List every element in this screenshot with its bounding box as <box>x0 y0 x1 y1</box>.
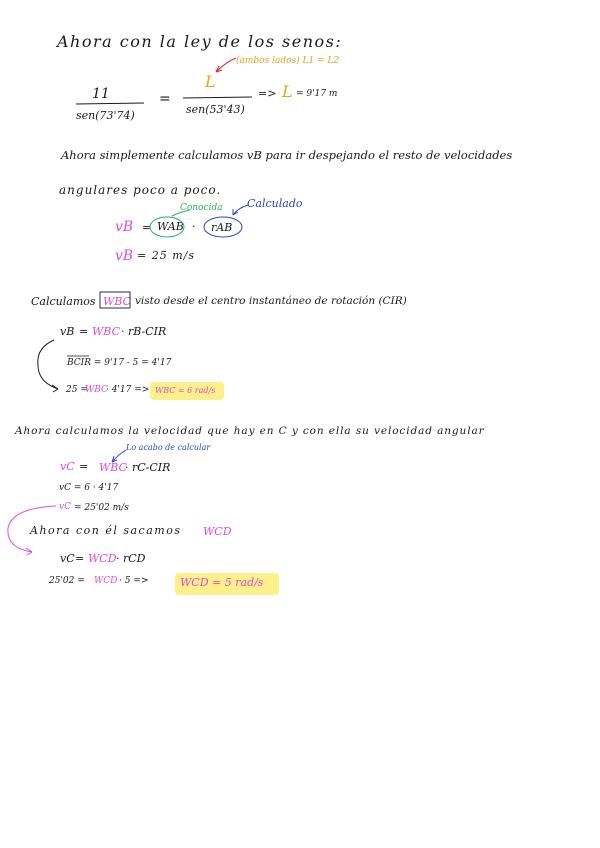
annotation-ambos-lados: (ambos lados) L1 = L2 <box>236 56 340 66</box>
eq-c3-rest: = 25'02 m/s <box>74 503 129 513</box>
eq-d2-mid: · 5 => <box>119 576 149 586</box>
eq-d2-wcd: WCD <box>94 576 118 586</box>
eq-b3-pre: 25 = <box>66 385 88 395</box>
eq1-result-L: L <box>282 82 293 101</box>
eq-c3-vc: vC <box>59 502 71 512</box>
eq-vb-dot: · <box>192 220 196 233</box>
eq-vb-equals: = <box>142 221 152 234</box>
eq-vb2-value: = 25 m/s <box>137 249 195 262</box>
line5-wcd: WCD <box>203 525 232 538</box>
line3-post: visto desde el centro instantáneo de rotación (CIR) <box>135 295 407 307</box>
eq1-num-left: 11 <box>92 86 110 102</box>
eq-d2-result: WCD = 5 rad/s <box>180 576 264 589</box>
eq-b1-eq: = <box>79 325 89 338</box>
fraction-bar-left <box>76 103 144 104</box>
eq-d1-vc: vC <box>60 552 75 565</box>
line3-pre: Calculamos <box>31 295 96 308</box>
fraction-bar-right <box>183 97 252 98</box>
eq-c1-eq: = <box>79 460 89 473</box>
eq-vb-wab: WAB <box>157 220 184 233</box>
eq-b3-mid: · 4'17 => <box>106 385 150 395</box>
heading-ley-senos: Ahora con la ley de los senos: <box>57 32 343 51</box>
blue-arrow-2 <box>112 450 126 462</box>
green-arrow <box>172 210 190 216</box>
pink-bracket-arrow <box>8 506 56 552</box>
eq-d1-rest: · rCD <box>116 552 146 565</box>
eq-d2-pre: 25'02 = <box>49 576 85 586</box>
black-bracket-arrow <box>38 340 58 389</box>
red-arrow <box>216 58 236 72</box>
green-circle-wab <box>150 217 184 237</box>
eq-b2: BCIR = 9'17 - 5 = 4'17 <box>67 358 172 368</box>
blue-circle-rab <box>204 217 242 237</box>
para2-line-b: angulares poco a poco. <box>59 183 222 197</box>
eq-b1-wbc: WBC <box>92 325 121 338</box>
eq-c1-wbc: WBC <box>99 461 128 474</box>
eq1-equals: = <box>159 91 171 107</box>
para2-line-a: Ahora simplemente calculamos vB para ir despejando el resto de velocidades <box>61 148 513 162</box>
annotation-calculado: Calculado <box>247 197 303 210</box>
eq1-den-right: sen(53'43) <box>186 103 245 116</box>
eq-c2: vC = 6 · 4'17 <box>59 483 119 493</box>
line4-text: Ahora calculamos la velocidad que hay en C y con ella su velocidad angular <box>15 425 485 437</box>
eq-vb2-symbol: vB <box>115 248 134 264</box>
eq-d1-eq: = <box>75 552 85 565</box>
eq1-num-right: L <box>205 72 216 91</box>
eq1-implies: => <box>258 87 277 100</box>
eq-d1-wcd: WCD <box>88 552 117 565</box>
eq-b1-rest: · rB-CIR <box>121 325 167 338</box>
eq1-den-left: sen(73'74) <box>76 109 135 122</box>
box-wbc <box>100 292 130 308</box>
annotation-conocida: Conocida <box>180 203 223 213</box>
eq-c1-vc: vC <box>60 460 75 473</box>
eq-b3-result: WBC = 6 rad/s <box>155 386 216 395</box>
eq-b1-vb: vB <box>60 325 75 338</box>
line5-pre: Ahora con él sacamos <box>30 524 182 537</box>
eq-vb-symbol: vB <box>115 219 134 235</box>
eq1-result-value: = 9'17 m <box>296 89 338 99</box>
eq-b3-wbc: WBC <box>85 385 108 395</box>
annotation-lo-acabo: Lo acabo de calcular <box>126 443 211 452</box>
line3-wbc: WBC <box>103 295 132 308</box>
eq-vb-rab: rAB <box>211 221 233 234</box>
eq-c1-rest: · rC-CIR <box>125 461 171 474</box>
